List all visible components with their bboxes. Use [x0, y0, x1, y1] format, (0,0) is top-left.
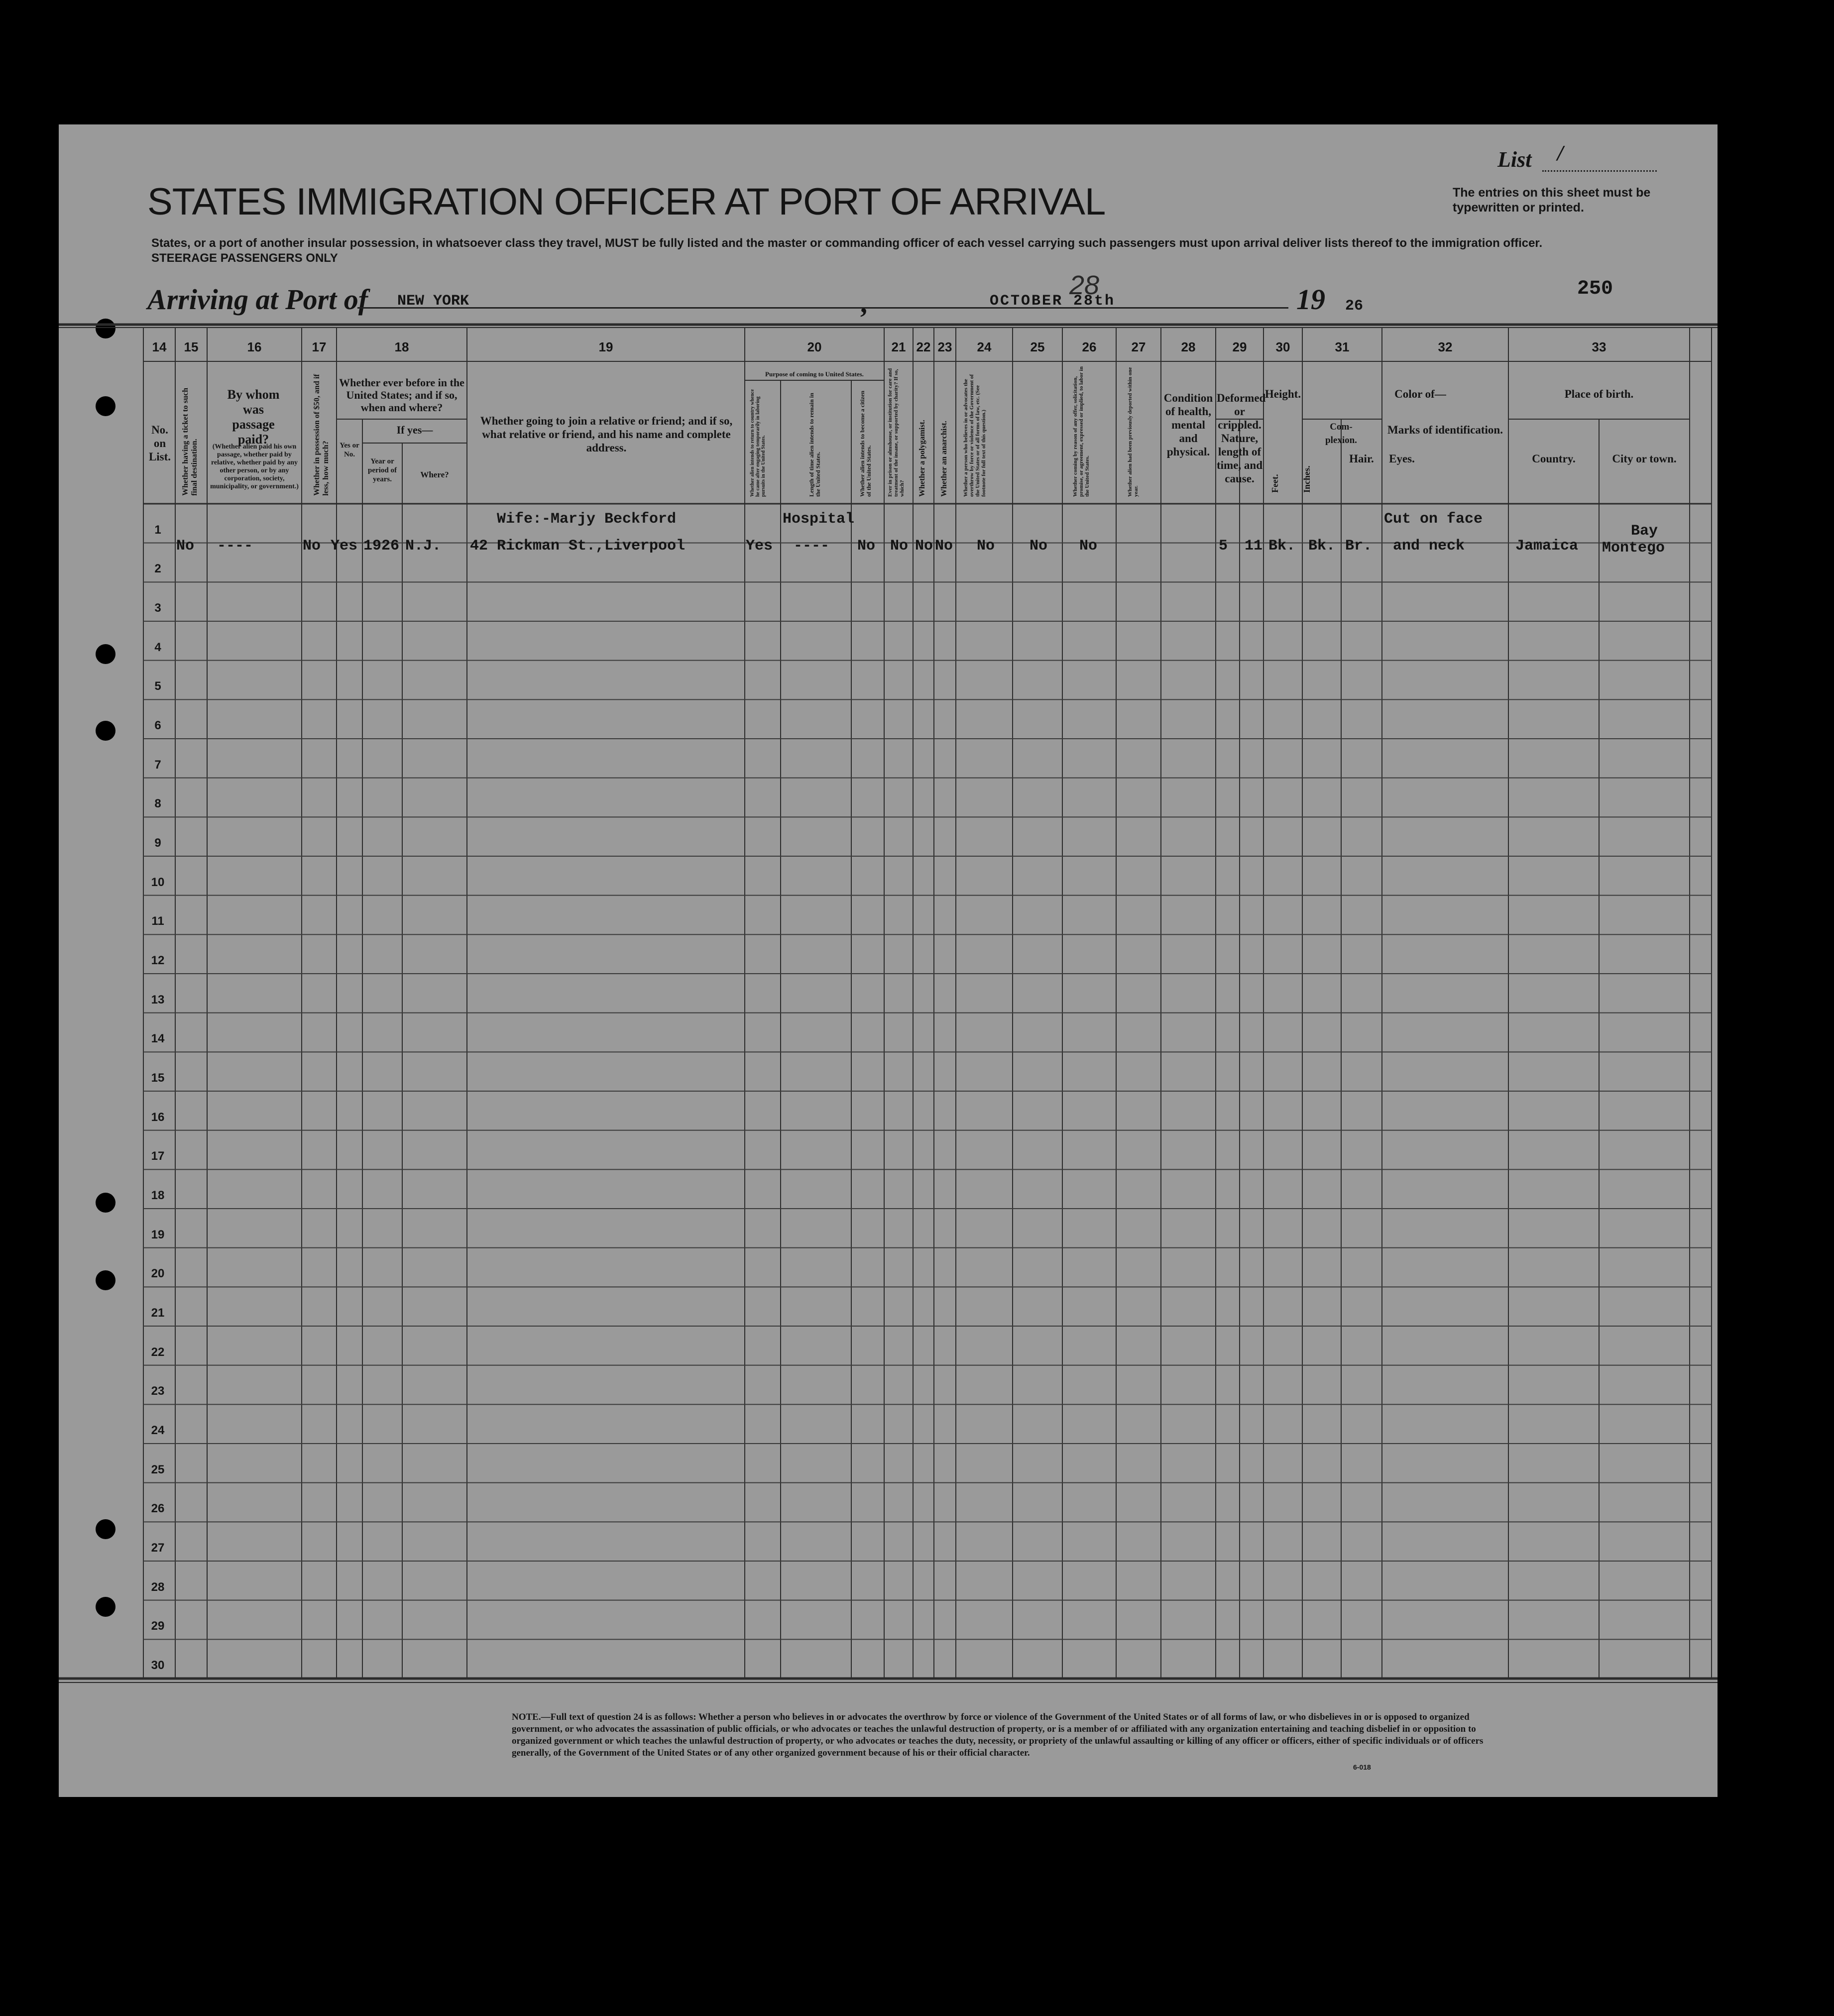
date-overwrite: 28 [1069, 270, 1100, 300]
header-passage-paid: By whom was passage paid? [227, 387, 280, 447]
year-value: 26 [1345, 298, 1364, 315]
header-country: Country. [1532, 452, 1576, 465]
row-number: 7 [154, 758, 161, 772]
column-number: 21 [891, 339, 906, 354]
grid-lines [59, 325, 1718, 1682]
row-number: 2 [154, 562, 161, 576]
header-city: City or town. [1612, 452, 1677, 465]
row-number: 4 [154, 640, 161, 654]
entry-eyes: Br. [1345, 538, 1373, 555]
column-number: 31 [1335, 339, 1350, 354]
arriving-label: Arriving at Port of [147, 283, 368, 316]
row-lines [143, 543, 1712, 1640]
header-no-on-list: No. on List. [148, 424, 171, 463]
port-field: NEW YORK [357, 283, 935, 309]
column-number: 33 [1592, 339, 1606, 354]
entry-marks-line1: Cut on face [1384, 511, 1483, 528]
entry-marks-line2: and neck [1393, 538, 1465, 555]
header-inches: Inches. [1302, 465, 1312, 493]
row-number: 6 [154, 719, 161, 732]
entry-feet: 5 [1219, 538, 1228, 555]
entry-join-line1: Wife:-Marjy Beckford [497, 511, 677, 528]
column-number: 30 [1275, 339, 1290, 354]
column-number: 17 [312, 339, 327, 354]
header-place-birth: Place of birth. [1564, 388, 1634, 400]
header-year: Year or period of years. [368, 457, 397, 483]
sheet-instructions: The entries on this sheet must be typewritten or printed. [1453, 186, 1651, 215]
list-label: List [1497, 147, 1532, 172]
header-feet: Feet. [1270, 474, 1280, 493]
entry-prison: No [890, 538, 909, 555]
comma: , [860, 288, 867, 319]
row-number: 22 [151, 1345, 165, 1359]
row-number: 20 [151, 1267, 165, 1281]
entry-inches: 11 [1245, 538, 1263, 555]
column-number: 19 [598, 339, 613, 354]
column-number: 28 [1181, 339, 1196, 354]
header-eyes: Eyes. [1389, 452, 1415, 465]
column-number: 25 [1030, 339, 1045, 354]
entry-ticket: No [176, 538, 195, 555]
column-number: 26 [1082, 339, 1097, 354]
entry-before-us: Yes [331, 538, 358, 555]
steerage-label: STEERAGE PASSENGERS ONLY [151, 251, 338, 265]
header-length-stay: Length of time alien intends to remain in the United States. [808, 393, 821, 497]
column-number: 16 [247, 339, 262, 354]
header-intends-return: Whether alien intends to return to country whence he came after engaging temporarily in laboring pursuits in the United States. [750, 389, 766, 497]
entry-city-line2: Montego [1602, 540, 1665, 557]
header-possession: Whether in possession of $50, and if less, how much? [313, 374, 330, 496]
list-number-field: / [1542, 140, 1657, 172]
header-yes-no: Yes or No. [340, 442, 359, 458]
entry-length-stay: ---- [794, 538, 830, 555]
header-offer: Whether coming by reason of any offer, solicitation, promise, or agreement, expressed or implied, to labor in the United States. [1072, 366, 1090, 497]
header-overthrow: Whether a person who believes in or advocates the overthrow by force or violence of the Government of the United States or of all forms of law, etc. (See footnote for full text of this question.) [963, 374, 987, 497]
entry-overthrow: No [977, 538, 995, 555]
header-marks: Marks of identification. [1387, 424, 1503, 436]
row-number: 19 [151, 1228, 165, 1241]
header-prison: Ever in prison or almshouse, or institution for care and treatment of the insane, or supported by charity? If so, which? [887, 368, 905, 497]
row-number: 28 [151, 1580, 165, 1594]
form-title: STATES IMMIGRATION OFFICER AT PORT OF ARRIVAL [147, 181, 1106, 223]
column-number: 20 [807, 339, 822, 354]
row-number: 17 [151, 1149, 165, 1163]
entry-anarchist: No [935, 538, 953, 555]
header-passage-paid-note: (Whether alien paid his own passage, whether paid by relative, whether paid by any other person, or by any corporation, society, municipality, or government.) [210, 443, 299, 490]
row-number: 24 [151, 1424, 165, 1437]
header-ticket: Whether having a ticket to such final destination. [181, 387, 199, 496]
entry-citizen: No [857, 538, 876, 555]
header-hair: Hair. [1349, 452, 1374, 465]
entry-deported: No [1079, 538, 1098, 555]
page-number: 250 [1577, 278, 1613, 300]
header-if-yes: If yes— [396, 424, 433, 436]
notice-line: States, or a port of another insular possession, in whatsoever class they travel, MUST be fully listed and the master or commanding officer of each vessel carrying such passengers must upon arrival deliver lists thereof to the immigration officer. [151, 236, 1543, 250]
row-number: 26 [151, 1502, 165, 1516]
footnote: NOTE.—Full text of question 24 is as follows: Whether a person who believes in or advocates the overthrow by force or violence of the Government of the United States or of all forms of law, or who disbelieves in or is opposed to organized government, or who advocates the assassination of public officials, or who advocates or teaches the unlawful destruction of property, or is a member of or affiliated with any organization entertaining and teaching disbelief in or opposition to organized government or which teaches the unlawful destruction of property, or who advocates or teaches the duty, necessity, or propriety of the unlawful assaulting or killing of any officer or officers, either of specific individuals or of officers generally, of the Government of the United States or of any other organized government because of his or their official character. [512, 1712, 1484, 1758]
row-number: 14 [151, 1032, 165, 1046]
row-number: 5 [154, 679, 161, 693]
header-polygamist: Whether a polygamist. [918, 420, 926, 497]
form-code: 6-018 [1353, 1763, 1371, 1771]
year-prefix: 19 [1296, 283, 1325, 316]
entry-intends-return: Yes [746, 538, 773, 555]
entry-polygamist: No [915, 538, 933, 555]
row-number: 30 [151, 1659, 165, 1672]
row-number: 10 [151, 875, 165, 889]
manifest-sheet [59, 124, 1718, 1797]
row-number: 13 [151, 993, 165, 1007]
header-citizen: Whether alien intends to become a citizen of the United States. [859, 390, 872, 497]
header-purpose: Purpose of coming to United States. [765, 370, 864, 378]
row-number: 27 [151, 1541, 165, 1555]
entry-complexion: Bk. [1268, 538, 1296, 555]
row-number: 25 [151, 1462, 165, 1476]
row-number: 23 [151, 1384, 165, 1398]
column-lines [143, 328, 1712, 1679]
column-number: 14 [152, 339, 167, 354]
header-deformed: Deformed or crippled. Nature, length of time, and cause. [1217, 392, 1266, 485]
column-number: 32 [1438, 339, 1453, 354]
column-number: 23 [937, 339, 952, 354]
entry-possession: No [303, 538, 321, 555]
column-number: 27 [1131, 339, 1146, 354]
entry-hair: Bk. [1308, 538, 1336, 555]
row-number: 9 [154, 836, 161, 850]
row-number: 21 [151, 1306, 165, 1320]
row-number: 8 [154, 797, 161, 811]
entry-join-line2: 42 Rickman St.,Liverpool [470, 538, 686, 555]
header-complexion: Com-plexion. [1325, 422, 1357, 446]
entry-purpose: Hospital [783, 511, 855, 528]
entry-year: 1926 [363, 538, 400, 555]
row-number: 12 [151, 954, 165, 967]
entry-passage-paid: ---- [217, 538, 253, 555]
header-health: Condition of health, mental and physical. [1163, 392, 1213, 458]
header-height: Height. [1264, 388, 1301, 400]
header-color: Color of— [1394, 388, 1446, 400]
entry-city-line1: Bay [1631, 523, 1658, 540]
row-number: 3 [154, 601, 161, 615]
row-number: 18 [151, 1189, 165, 1202]
row-number: 29 [151, 1619, 165, 1633]
row-number: 15 [151, 1071, 165, 1085]
row-number: 1 [154, 523, 161, 537]
header-anarchist: Whether an anarchist. [940, 421, 948, 497]
column-number: 15 [184, 339, 199, 354]
header-where: Where? [420, 470, 449, 479]
column-number: 29 [1232, 339, 1247, 354]
column-number: 18 [394, 339, 409, 354]
header-deported: Whether alien had been previously deported within one year. [1127, 367, 1139, 497]
entry-offer: No [1030, 538, 1048, 555]
column-number: 22 [916, 339, 931, 354]
header-join-relative: Whether going to join a relative or friend; and if so, what relative or friend, and his name and complete address. [480, 415, 733, 454]
row-number: 16 [151, 1110, 165, 1124]
date-field: OCTOBER 28th [880, 283, 1288, 309]
entry-where: N.J. [405, 538, 442, 555]
row-number: 11 [151, 914, 164, 928]
column-number: 24 [977, 339, 992, 354]
entry-country: Jamaica [1515, 538, 1579, 555]
header-before-us: Whether ever before in the United States; and if so, when and where? [339, 376, 464, 414]
